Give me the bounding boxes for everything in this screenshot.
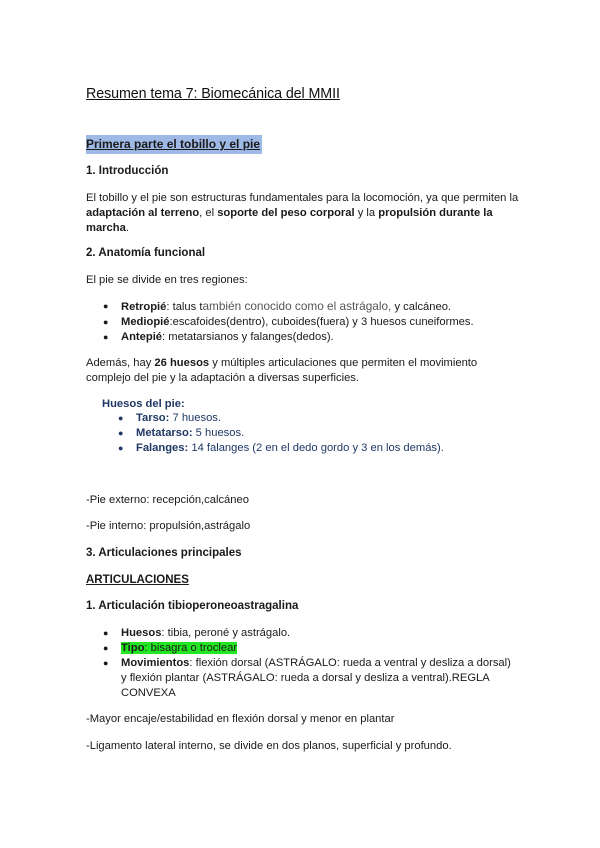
more-text-b: y múltiples articulaciones que permiten el movimiento — [209, 357, 478, 369]
joint-field: Huesos — [121, 627, 162, 639]
intro-text-d: y la — [354, 207, 379, 219]
note-external: -Pie externo: recepción,calcáneo — [86, 494, 249, 506]
anatomy-more-line-1 — [86, 355, 477, 371]
intro-period: . — [125, 222, 129, 234]
joint-text: : flexión dorsal (ASTRÁGALO: rueda a ventral y desliza a dorsal) — [189, 657, 511, 669]
document-title: Resumen tema 7: Biomecánica del MMII — [86, 86, 340, 102]
list-item — [118, 426, 444, 441]
bone-name: Metatarso: — [136, 427, 193, 439]
bone-text: 14 falanges (2 en el dedo gordo y 3 en los demás). — [188, 442, 444, 454]
bone-name: Tarso: — [136, 412, 170, 424]
joint-text-line3: CONVEXA — [121, 687, 176, 699]
bullet-icon: ● — [103, 643, 109, 653]
bullet-icon: ● — [103, 628, 109, 638]
joint-note-1: -Mayor encaje/estabilidad en flexión dorsal y menor en plantar — [86, 713, 395, 725]
region-name: Mediopié — [121, 316, 170, 328]
bone-text: 7 huesos. — [169, 412, 221, 424]
list-item — [118, 411, 444, 426]
bullet-icon: ● — [103, 317, 109, 327]
more-text-a: Además, hay — [86, 357, 155, 369]
joint-subheading: 1. Articulación tibioperoneoastragalina — [86, 600, 299, 612]
bones-heading: Huesos del pie: — [102, 398, 185, 410]
joint-text-line2: y flexión plantar (ASTRÁGALO: rueda a dorsal y desliza a ventral).REGLA — [121, 672, 490, 684]
region-text: : talus t — [166, 301, 203, 313]
joints-heading: 3. Articulaciones principales — [86, 547, 242, 559]
joint-note-2: -Ligamento lateral interno, se divide en dos planos, superficial y profundo. — [86, 740, 452, 752]
highlighted-type — [121, 642, 237, 654]
more-bold: 26 huesos — [154, 357, 210, 369]
list-item — [103, 315, 474, 330]
bullet-icon: ● — [118, 428, 124, 438]
bones-list — [118, 411, 444, 456]
intro-heading: 1. Introducción — [86, 165, 169, 177]
intro-bold-4: marcha — [86, 222, 126, 234]
intro-line-1: El tobillo y el pie son estructuras fundamentales para la locomoción, ya que permiten la — [86, 192, 519, 204]
anatomy-lead: El pie se divide en tres regiones: — [86, 274, 248, 286]
bullet-icon: ● — [103, 301, 109, 311]
intro-bold-2: soporte del peso corporal — [217, 207, 355, 219]
intro-bold-3: propulsión durante la — [378, 207, 493, 219]
bullet-icon: ● — [118, 413, 124, 423]
joint-list — [103, 626, 511, 701]
note-internal: -Pie interno: propulsión,astrágalo — [86, 520, 251, 532]
regions-list — [103, 299, 474, 345]
region-text-end: y calcáneo. — [391, 301, 452, 313]
region-name: Antepié — [121, 331, 163, 343]
list-item — [103, 330, 474, 345]
list-item — [103, 299, 474, 315]
list-item — [103, 641, 511, 656]
joint-text: : bisagra o troclear — [144, 642, 238, 654]
joint-field: Movimientos — [121, 657, 190, 669]
section-heading-highlighted: Primera parte el tobillo y el pie — [86, 135, 262, 154]
bullet-icon: ● — [118, 443, 124, 453]
list-item — [103, 626, 511, 641]
region-text: : metatarsianos y falanges(dedos). — [162, 331, 334, 343]
list-item — [118, 441, 444, 456]
bullet-icon: ● — [103, 658, 109, 668]
joints-caps-heading: ARTICULACIONES — [86, 574, 189, 586]
bone-text: 5 huesos. — [192, 427, 245, 439]
joint-field: Tipo — [121, 642, 145, 654]
intro-bold-1: adaptación al terreno — [86, 207, 200, 219]
list-item — [103, 656, 511, 701]
region-text-gray: ambién conocido como el astrágalo, — [202, 299, 392, 313]
region-text: :escafoides(dentro), cuboides(fuera) y 3 huesos cuneiformes. — [169, 316, 474, 328]
intro-line-2 — [86, 205, 493, 221]
bone-name: Falanges: — [136, 442, 189, 454]
bullet-icon: ● — [103, 332, 109, 342]
intro-line-3 — [86, 220, 129, 236]
anatomy-heading: 2. Anatomía funcional — [86, 247, 206, 259]
joint-text: : tibia, peroné y astrágalo. — [161, 627, 291, 639]
anatomy-more-line-2: complejo del pie y la adaptación a diversas superficies. — [86, 372, 360, 384]
region-name: Retropié — [121, 301, 167, 313]
intro-text-c: , el — [199, 207, 218, 219]
